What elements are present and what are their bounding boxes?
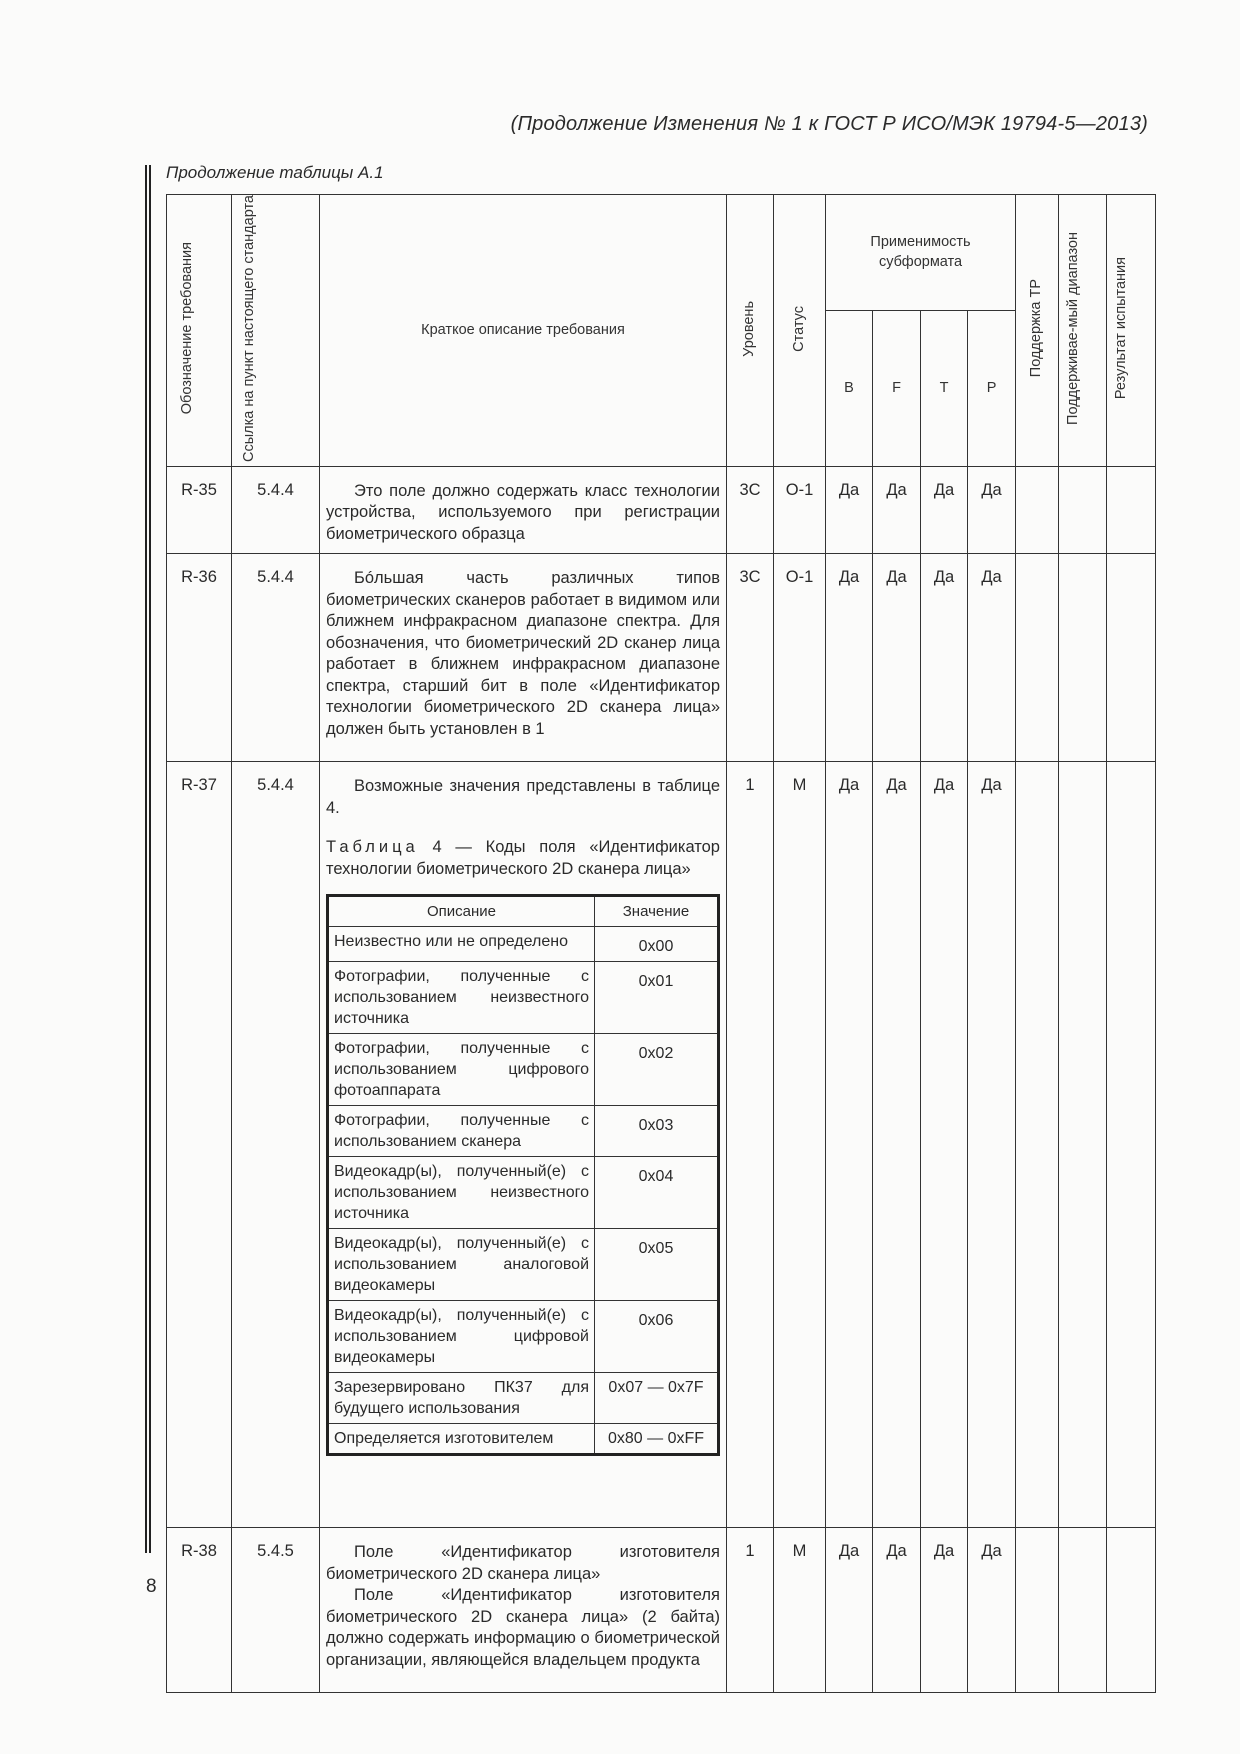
req-range (1059, 466, 1107, 554)
req-sub-b: Да (826, 554, 873, 762)
table4-value: 0x02 (595, 1034, 719, 1106)
req-level: 1 (727, 762, 774, 1528)
table-row (167, 762, 1156, 1528)
req-sub-f: Да (873, 1528, 921, 1693)
table4 (326, 894, 720, 1456)
col-header-id: Обозначение требования (167, 195, 232, 467)
req-sub-f: Да (873, 554, 921, 762)
table4-value: 0x00 (595, 927, 719, 962)
req-sub-t: Да (921, 1528, 968, 1693)
req-status: О-1 (774, 466, 826, 554)
req-status: М (774, 762, 826, 1528)
req-result (1107, 466, 1156, 554)
page-header: (Продолжение Изменения № 1 к ГОСТ Р ИСО/МЭК 19794-5—2013) (510, 113, 1148, 135)
page-number: 8 (146, 1576, 157, 1597)
req-level: 1 (727, 1528, 774, 1693)
req-sub-f: Да (873, 466, 921, 554)
table4-head-value: Значение (595, 896, 719, 927)
req-result (1107, 762, 1156, 1528)
table4-row (328, 962, 719, 1034)
table-caption: Продолжение таблицы А.1 (166, 163, 384, 182)
col-header-status: Статус (774, 195, 826, 467)
req-desc: Поле «Идентификатор изготовителя биометрического 2D сканера лица» Поле «Идентификатор изготовителя биометрического 2D сканера лица» (2 байта) должно содержать информацию о биометрической организации, являющейся владельцем продукта (320, 1528, 727, 1693)
table4-desc: Фотографии, полученные с использованием цифрового фотоаппарата (328, 1034, 595, 1106)
req-sub-t: Да (921, 466, 968, 554)
req-status: М (774, 1528, 826, 1693)
table4-desc: Видеокадр(ы), полученный(е) с использованием неизвестного источника (328, 1157, 595, 1229)
req-id: R-37 (167, 762, 232, 1528)
table4-desc: Видеокадр(ы), полученный(е) с использованием аналоговой видеокамеры (328, 1229, 595, 1301)
table4-row (328, 927, 719, 962)
req-sub-p: Да (968, 466, 1016, 554)
req-status: О-1 (774, 554, 826, 762)
col-header-f: F (873, 310, 921, 466)
requirements-table (166, 194, 1156, 1693)
req-sub-b: Да (826, 1528, 873, 1693)
table4-value: 0x04 (595, 1157, 719, 1229)
table4-value: 0x03 (595, 1106, 719, 1157)
req-result (1107, 554, 1156, 762)
table4-desc: Фотографии, полученные с использованием неизвестного источника (328, 962, 595, 1034)
req-ref: 5.4.4 (232, 762, 320, 1528)
req-ref: 5.4.5 (232, 1528, 320, 1693)
req-sub-f: Да (873, 762, 921, 1528)
table4-value: 0x80 — 0xFF (595, 1424, 719, 1455)
table4-desc: Фотографии, полученные с использованием сканера (328, 1106, 595, 1157)
col-header-t: T (921, 310, 968, 466)
table4-row (328, 1229, 719, 1301)
revision-bar (145, 165, 151, 1553)
table4-row (328, 1106, 719, 1157)
req-sub-p: Да (968, 1528, 1016, 1693)
table4-desc: Определяется изготовителем (328, 1424, 595, 1455)
req-id: R-36 (167, 554, 232, 762)
col-header-desc: Краткое описание требования (320, 195, 727, 467)
table-row (167, 1528, 1156, 1693)
table4-desc: Видеокадр(ы), полученный(е) с использованием цифровой видеокамеры (328, 1301, 595, 1373)
req-sub-b: Да (826, 762, 873, 1528)
table4-row (328, 1301, 719, 1373)
table4-value: 0x05 (595, 1229, 719, 1301)
req-sub-t: Да (921, 554, 968, 762)
col-header-b: B (826, 310, 873, 466)
table4-row (328, 1424, 719, 1455)
col-header-ref: Ссылка на пункт настоящего стандарта (232, 195, 320, 467)
col-header-level: Уровень (727, 195, 774, 467)
col-header-tp: Поддержка ТР (1016, 195, 1059, 467)
req-result (1107, 1528, 1156, 1693)
req-range (1059, 762, 1107, 1528)
req-desc: Возможные значения представлены в таблице 4. Таблица 4 — Коды поля «Идентификатор технологии биометрического 2D сканера лица» Описание Значение Неизвестно или не определено 0x00 Фотографии, полученные с использованием неизвестного источника 0x01 Фотографии, полученные с использованием цифрового фотоаппарата 0x02 Фотографии, полученные с использованием сканера 0x03 Видеокадр(ы), полученный(е) с использованием неизвестного источника 0x04 Видеокадр(ы), полученный(е) с использованием аналоговой видеокамеры 0x05 Видеокадр(ы), полученный(е) с использованием цифровой видеокамеры 0x06 Зарезервировано ПК37 для будущего использования 0x07 — 0x7F Определяется изготовителем 0x80 — 0xFF (320, 762, 727, 1528)
req-tp (1016, 1528, 1059, 1693)
req-range (1059, 1528, 1107, 1693)
req-ref: 5.4.4 (232, 554, 320, 762)
table4-row (328, 1034, 719, 1106)
table4-row (328, 1157, 719, 1229)
table4-row (328, 1373, 719, 1424)
req-sub-b: Да (826, 466, 873, 554)
req-tp (1016, 466, 1059, 554)
col-header-subformat: Применимость субформата (826, 195, 1016, 311)
col-header-p: P (968, 310, 1016, 466)
req-id: R-35 (167, 466, 232, 554)
req-ref: 5.4.4 (232, 466, 320, 554)
table4-header (328, 896, 719, 927)
table-row (167, 466, 1156, 554)
req-sub-t: Да (921, 762, 968, 1528)
col-header-range: Поддерживае-мый диапазон (1059, 195, 1107, 467)
req-level: 3С (727, 554, 774, 762)
table4-value: 0x07 — 0x7F (595, 1373, 719, 1424)
table4-desc: Зарезервировано ПК37 для будущего использования (328, 1373, 595, 1424)
req-desc: Это поле должно содержать класс технологии устройства, используемого при регистрации биометрического образца (320, 466, 727, 554)
table4-desc: Неизвестно или не определено (328, 927, 595, 962)
table4-caption: Таблица 4 — Коды поля «Идентификатор технологии биометрического 2D сканера лица» (326, 838, 720, 878)
req-range (1059, 554, 1107, 762)
req-sub-p: Да (968, 554, 1016, 762)
req-tp (1016, 554, 1059, 762)
req-sub-p: Да (968, 762, 1016, 1528)
table-row (167, 554, 1156, 762)
req-level: 3С (727, 466, 774, 554)
req-id: R-38 (167, 1528, 232, 1693)
table4-value: 0x06 (595, 1301, 719, 1373)
req-tp (1016, 762, 1059, 1528)
table4-head-desc: Описание (328, 896, 595, 927)
table4-value: 0x01 (595, 962, 719, 1034)
req-desc: Бóльшая часть различных типов биометрических сканеров работает в видимом или ближнем инфракрасном диапазоне спектра. Для обозначения, что биометрический 2D сканер лица работает в ближнем инфракрасном диапазоне спектра, старший бит в поле «Идентификатор технологии биометрического 2D сканера лица» должен быть установлен в 1 (320, 554, 727, 762)
col-header-result: Результат испытания (1107, 195, 1156, 467)
